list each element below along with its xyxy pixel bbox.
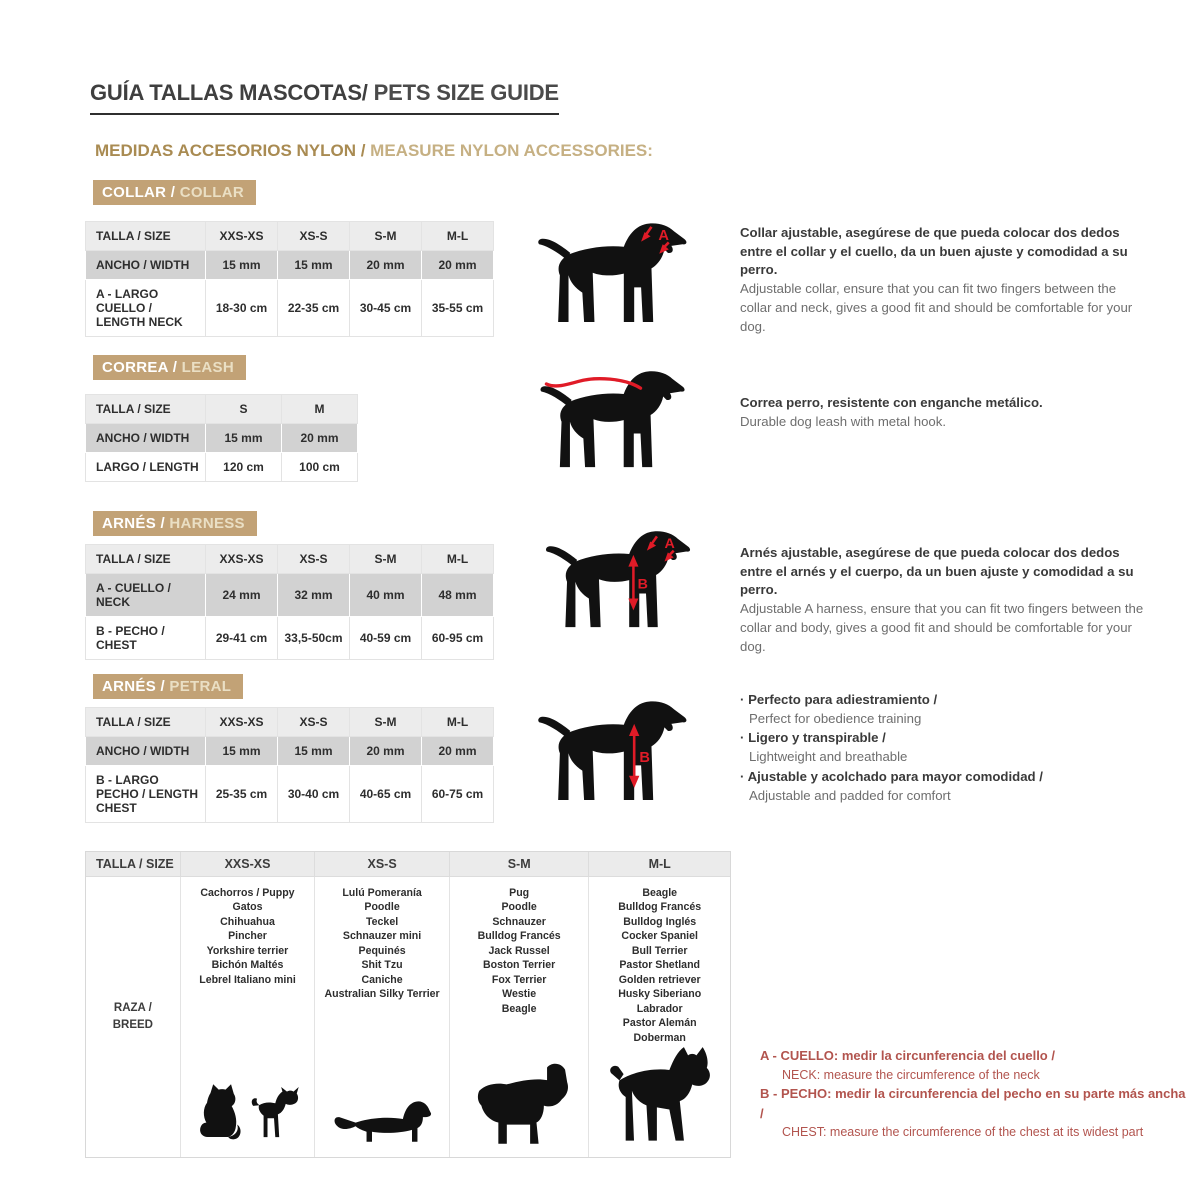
breed-item: Poodle [364, 901, 400, 913]
header-cell: XXS-XS [206, 545, 278, 574]
breed-item: Cachorros / Puppy [200, 886, 295, 899]
page-title-es: GUÍA TALLAS MASCOTAS/ [90, 80, 368, 105]
page-subtitle-en: MEASURE NYLON ACCESSORIES: [370, 141, 653, 160]
header-cell: TALLA / SIZE [86, 222, 206, 251]
collar-section-badge [93, 180, 256, 205]
value-cell: 15 mm [206, 737, 278, 766]
petral-section-badge [93, 674, 243, 699]
harness-badge-en: HARNESS [169, 515, 245, 532]
breed-item: Beagle [642, 886, 678, 899]
value-cell: 40-59 cm [350, 617, 422, 660]
value-cell: 20 mm [422, 737, 494, 766]
breed-item: Bull Terrier [631, 944, 688, 957]
value-cell: 40-65 cm [350, 766, 422, 823]
value-cell: 20 mm [350, 737, 422, 766]
collar-dog-diagram-icon [537, 220, 702, 328]
value-cell: 30-40 cm [278, 766, 350, 823]
collar-size-table [85, 221, 494, 337]
breed-item: Husky Siberiano [618, 988, 702, 1000]
header-cell: M-L [422, 222, 494, 251]
value-cell: 15 mm [206, 424, 282, 453]
neck-measure-label: A [658, 227, 669, 244]
table-row [86, 251, 494, 280]
breed-item: Caniche [361, 973, 403, 986]
header-cell: XS-S [278, 222, 350, 251]
value-cell: 20 mm [350, 251, 422, 280]
breed-item: Pastor Alemán [622, 1017, 697, 1029]
breed-item: Cocker Spaniel [621, 930, 698, 942]
petral-dog-diagram-icon [537, 698, 702, 806]
harness-chest-label: B [637, 576, 648, 593]
breed-item: Schnauzer mini [342, 930, 422, 942]
breed-list [618, 886, 701, 1046]
petral-badge-en: PETRAL [169, 678, 232, 695]
collar-desc-es: Collar ajustable, asegúrese de que pueda colocar dos dedos entre el collar y el cuello, da un buen ajuste y comodidad a su perro. [740, 225, 1128, 278]
table-row [86, 574, 494, 617]
petral-bullet-en: Perfect for obedience training [749, 711, 922, 727]
breed-column-xs-s [315, 877, 450, 1158]
value-cell: 15 mm [278, 251, 350, 280]
chihuahua-icon [248, 1079, 300, 1149]
row-label-cell: A - LARGO CUELLO / LENGTH NECK [86, 280, 206, 337]
value-cell: 40 mm [350, 574, 422, 617]
header-cell: TALLA / SIZE [86, 545, 206, 574]
raza-breed-label: RAZA / BREED [112, 1002, 153, 1032]
breed-list [324, 886, 439, 1002]
breed-item: Yorkshire terrier [206, 944, 289, 957]
breed-item: Poodle [501, 901, 537, 913]
breed-item: Fox Terrier [491, 973, 547, 986]
table-row [86, 222, 494, 251]
leash-size-table [85, 394, 358, 482]
row-label-cell: ANCHO / WIDTH [86, 251, 206, 280]
breed-column-s-m [450, 877, 590, 1158]
page-title-en: PETS SIZE GUIDE [367, 80, 559, 105]
leash-badge-es: CORREA / [102, 359, 182, 376]
harness-neck-label: A [664, 536, 675, 553]
value-cell: 15 mm [206, 251, 278, 280]
header-cell: TALLA / SIZE [86, 708, 206, 737]
value-cell: 24 mm [206, 574, 278, 617]
value-cell: 120 cm [206, 453, 282, 482]
petral-bullet-es: · Ajustable y acolchado para mayor comodidad / [740, 767, 1145, 786]
value-cell: 29-41 cm [206, 617, 278, 660]
collar-badge-es: COLLAR / [102, 184, 180, 201]
petral-bullet-es: · Perfecto para adiestramiento / [740, 690, 1145, 709]
breed-item: Pastor Shetland [619, 959, 701, 971]
harness-section-badge [93, 511, 257, 536]
table-row [86, 737, 494, 766]
value-cell: 33,5-50cm [278, 617, 350, 660]
breed-item: Golden retriever [618, 973, 701, 986]
breed-item: Pequinés [358, 944, 406, 957]
breed-list [199, 886, 296, 988]
breed-item: Westie [502, 988, 537, 1000]
note-b-es: B - PECHO: medir la circunferencia del pecho en su parte más ancha / [760, 1086, 1186, 1121]
collar-desc-en: Adjustable collar, ensure that you can fit two fingers between the collar and neck, gives a good fit and should be comfortable for your dog. [740, 281, 1133, 334]
header-cell: XXS-XS [206, 222, 278, 251]
note-a-en: NECK: measure the circumference of the neck [782, 1067, 1040, 1082]
breed-item: Chihuahua [220, 915, 275, 928]
breed-table-body [86, 876, 730, 1158]
value-cell: 18-30 cm [206, 280, 278, 337]
header-cell: TALLA / SIZE [86, 852, 181, 876]
table-row [86, 766, 494, 823]
leash-desc-es: Correa perro, resistente con enganche metálico. [740, 395, 1043, 410]
dachshund-icon [332, 1089, 432, 1149]
table-row [86, 545, 494, 574]
petral-size-table [85, 707, 494, 823]
harness-desc-es: Arnés ajustable, asegúrese de que pueda colocar dos dedos entre el arnés y el cuerpo, da un buen ajuste y comodidad a su perro. [740, 545, 1134, 598]
row-label-cell: ANCHO / WIDTH [86, 737, 206, 766]
value-cell: 25-35 cm [206, 766, 278, 823]
petral-badge-es: ARNÉS / [102, 678, 170, 695]
leash-badge-en: LEASH [181, 359, 234, 376]
value-cell: 60-75 cm [422, 766, 494, 823]
breed-item: Bulldog Francés [477, 930, 561, 942]
header-cell: S-M [350, 222, 422, 251]
row-label-cell: A - CUELLO / NECK [86, 574, 206, 617]
breed-item: Bulldog Francés [618, 901, 702, 913]
row-label-cell: ANCHO / WIDTH [86, 424, 206, 453]
value-cell: 15 mm [278, 737, 350, 766]
breed-item: Labrador [636, 1002, 683, 1015]
harness-description [740, 544, 1145, 656]
breed-item: Lebrel Italiano mini [199, 973, 296, 986]
breed-item: Jack Russel [488, 944, 550, 957]
header-cell: TALLA / SIZE [86, 395, 206, 424]
measurement-notes [760, 1046, 1190, 1142]
doberman-icon [599, 1045, 721, 1149]
breed-size-table [85, 851, 731, 1158]
collar-description [740, 224, 1145, 336]
schnauzer-icon [463, 1059, 575, 1149]
header-cell: XS-S [278, 708, 350, 737]
leash-description [740, 394, 1145, 431]
breed-column-m-l [589, 877, 730, 1158]
note-b-en: CHEST: measure the circumference of the chest at its widest part [782, 1125, 1144, 1140]
breed-item: Shit Tzu [361, 959, 403, 971]
row-label-cell: B - LARGO PECHO / LENGTH CHEST [86, 766, 206, 823]
breed-table-header [86, 852, 730, 876]
header-cell: S-M [350, 708, 422, 737]
value-cell: 60-95 cm [422, 617, 494, 660]
breed-item: Schnauzer [492, 915, 546, 928]
header-cell: XXS-XS [206, 708, 278, 737]
breed-item: Pug [509, 886, 530, 899]
header-cell: S-M [350, 545, 422, 574]
breed-item: Teckel [365, 915, 399, 928]
petral-chest-label: B [639, 749, 650, 766]
note-a-es: A - CUELLO: medir la circunferencia del cuello / [760, 1048, 1055, 1063]
value-cell: 32 mm [278, 574, 350, 617]
table-row [86, 617, 494, 660]
petral-bullet-en: Adjustable and padded for comfort [749, 787, 951, 803]
table-row [86, 453, 358, 482]
leash-desc-en: Durable dog leash with metal hook. [740, 413, 946, 429]
header-cell: S [206, 395, 282, 424]
row-label-cell: LARGO / LENGTH [86, 453, 206, 482]
breed-row-label-cell [86, 877, 181, 1158]
cat-icon [194, 1077, 242, 1149]
header-cell: XS-S [315, 852, 450, 876]
breed-item: Bulldog Inglés [623, 915, 697, 928]
page-subtitle-es: MEDIDAS ACCESORIOS NYLON / [95, 141, 371, 160]
header-cell: XXS-XS [181, 852, 316, 876]
harness-size-table [85, 544, 494, 660]
harness-badge-es: ARNÉS / [102, 515, 170, 532]
table-row [86, 395, 358, 424]
value-cell: 20 mm [282, 424, 358, 453]
page-subtitle [95, 141, 653, 161]
leash-section-badge [93, 355, 246, 380]
breed-item: Lulú Pomeranía [342, 886, 422, 899]
header-cell: S-M [450, 852, 590, 876]
table-row [86, 708, 494, 737]
table-row [86, 424, 358, 453]
breed-item: Pincher [228, 930, 267, 942]
value-cell: 48 mm [422, 574, 494, 617]
value-cell: 20 mm [422, 251, 494, 280]
table-row [86, 280, 494, 337]
header-cell: M [282, 395, 358, 424]
value-cell: 22-35 cm [278, 280, 350, 337]
breed-item: Doberman [633, 1031, 686, 1044]
header-cell: M-L [422, 708, 494, 737]
breed-item: Gatos [232, 901, 263, 913]
petral-bullet-en: Lightweight and breathable [749, 749, 908, 765]
value-cell: 30-45 cm [350, 280, 422, 337]
petral-bullet-list [740, 690, 1145, 805]
harness-dog-diagram-icon [545, 528, 705, 633]
breed-item: Australian Silky Terrier [324, 988, 440, 1000]
petral-bullet-es: · Ligero y transpirable / [740, 728, 1145, 747]
header-cell: XS-S [278, 545, 350, 574]
breed-item: Beagle [501, 1002, 537, 1015]
value-cell: 100 cm [282, 453, 358, 482]
header-cell: M-L [648, 856, 671, 871]
page-title [90, 80, 559, 115]
breed-list [478, 886, 561, 1017]
collar-badge-en: COLLAR [179, 184, 244, 201]
value-cell: 35-55 cm [422, 280, 494, 337]
row-label-cell: B - PECHO / CHEST [86, 617, 206, 660]
breed-column-xxs-xs [181, 877, 316, 1158]
header-cell: M-L [422, 545, 494, 574]
leash-dog-diagram-icon [537, 368, 702, 473]
harness-desc-en: Adjustable A harness, ensure that you can fit two fingers between the collar and body, gives a good fit and should be comfortable for your dog. [740, 601, 1144, 654]
breed-item: Boston Terrier [483, 959, 556, 971]
breed-item: Bichón Maltés [211, 959, 284, 971]
